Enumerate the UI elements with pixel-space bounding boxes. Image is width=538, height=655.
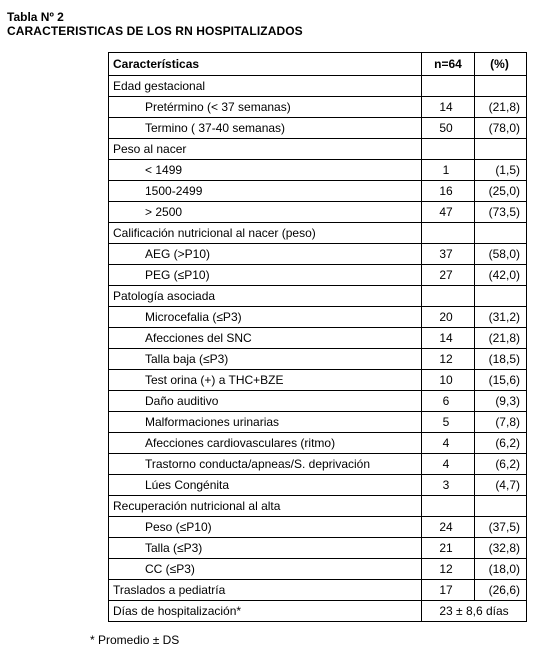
row-count: 24 bbox=[422, 517, 475, 538]
row-label: Días de hospitalización* bbox=[109, 601, 422, 622]
row-label: < 1499 bbox=[109, 160, 422, 181]
row-percent: (9,3) bbox=[475, 391, 527, 412]
row-count: 47 bbox=[422, 202, 475, 223]
row-percent: (4,7) bbox=[475, 475, 527, 496]
row-label: > 2500 bbox=[109, 202, 422, 223]
table-row bbox=[109, 538, 527, 559]
group-label: Calificación nutricional al nacer (peso) bbox=[109, 223, 422, 244]
empty-cell bbox=[475, 496, 527, 517]
table-row bbox=[109, 181, 527, 202]
empty-cell bbox=[422, 139, 475, 160]
table-row bbox=[109, 601, 527, 622]
empty-cell bbox=[422, 286, 475, 307]
row-label: Microcefalia (≤P3) bbox=[109, 307, 422, 328]
row-label: PEG (≤P10) bbox=[109, 265, 422, 286]
row-percent: (21,8) bbox=[475, 328, 527, 349]
row-value: 23 ± 8,6 días bbox=[422, 601, 527, 622]
row-count: 17 bbox=[422, 580, 475, 601]
empty-cell bbox=[475, 223, 527, 244]
empty-cell bbox=[422, 76, 475, 97]
row-label: Peso (≤P10) bbox=[109, 517, 422, 538]
row-percent: (1,5) bbox=[475, 160, 527, 181]
table-row bbox=[109, 202, 527, 223]
row-count: 14 bbox=[422, 97, 475, 118]
table-row bbox=[109, 328, 527, 349]
group-row bbox=[109, 223, 527, 244]
table-row bbox=[109, 244, 527, 265]
table-row bbox=[109, 307, 527, 328]
group-label: Patología asociada bbox=[109, 286, 422, 307]
row-label: Trastorno conducta/apneas/S. deprivación bbox=[109, 454, 422, 475]
row-percent: (42,0) bbox=[475, 265, 527, 286]
row-count: 27 bbox=[422, 265, 475, 286]
row-count: 21 bbox=[422, 538, 475, 559]
row-percent: (15,6) bbox=[475, 370, 527, 391]
table-row bbox=[109, 370, 527, 391]
row-label: Talla (≤P3) bbox=[109, 538, 422, 559]
row-label: CC (≤P3) bbox=[109, 559, 422, 580]
table-row bbox=[109, 412, 527, 433]
table-row bbox=[109, 559, 527, 580]
row-percent: (78,0) bbox=[475, 118, 527, 139]
group-row bbox=[109, 286, 527, 307]
table-row bbox=[109, 580, 527, 601]
row-label: Test orina (+) a THC+BZE bbox=[109, 370, 422, 391]
row-count: 16 bbox=[422, 181, 475, 202]
row-percent: (18,5) bbox=[475, 349, 527, 370]
header-percent: (%) bbox=[475, 53, 527, 76]
table-row bbox=[109, 433, 527, 454]
group-label: Recuperación nutricional al alta bbox=[109, 496, 422, 517]
table-row bbox=[109, 391, 527, 412]
row-label: Malformaciones urinarias bbox=[109, 412, 422, 433]
row-count: 3 bbox=[422, 475, 475, 496]
row-count: 6 bbox=[422, 391, 475, 412]
header-characteristics: Características bbox=[109, 53, 422, 76]
group-row bbox=[109, 139, 527, 160]
empty-cell bbox=[475, 76, 527, 97]
empty-cell bbox=[475, 286, 527, 307]
row-count: 20 bbox=[422, 307, 475, 328]
row-label: Pretérmino (< 37 semanas) bbox=[109, 97, 422, 118]
row-label: Traslados a pediatría bbox=[109, 580, 422, 601]
table-row bbox=[109, 97, 527, 118]
row-label: Afecciones del SNC bbox=[109, 328, 422, 349]
group-row bbox=[109, 76, 527, 97]
row-count: 4 bbox=[422, 433, 475, 454]
table-row bbox=[109, 118, 527, 139]
table-row bbox=[109, 454, 527, 475]
row-label: Afecciones cardiovasculares (ritmo) bbox=[109, 433, 422, 454]
row-percent: (37,5) bbox=[475, 517, 527, 538]
row-count: 50 bbox=[422, 118, 475, 139]
characteristics-table bbox=[108, 52, 527, 622]
row-count: 4 bbox=[422, 454, 475, 475]
table-row bbox=[109, 265, 527, 286]
row-percent: (18,0) bbox=[475, 559, 527, 580]
row-percent: (25,0) bbox=[475, 181, 527, 202]
group-label: Peso al nacer bbox=[109, 139, 422, 160]
table-row bbox=[109, 349, 527, 370]
row-percent: (26,6) bbox=[475, 580, 527, 601]
row-count: 5 bbox=[422, 412, 475, 433]
row-label: 1500-2499 bbox=[109, 181, 422, 202]
table-title: CARACTERISTICAS DE LOS RN HOSPITALIZADOS bbox=[7, 24, 303, 38]
empty-cell bbox=[422, 496, 475, 517]
row-percent: (73,5) bbox=[475, 202, 527, 223]
header-n: n=64 bbox=[422, 53, 475, 76]
group-row bbox=[109, 496, 527, 517]
row-label: Daño auditivo bbox=[109, 391, 422, 412]
row-percent: (31,2) bbox=[475, 307, 527, 328]
table-header-row bbox=[109, 53, 527, 76]
group-label: Edad gestacional bbox=[109, 76, 422, 97]
row-count: 14 bbox=[422, 328, 475, 349]
table-row bbox=[109, 517, 527, 538]
row-count: 37 bbox=[422, 244, 475, 265]
row-percent: (7,8) bbox=[475, 412, 527, 433]
row-count: 12 bbox=[422, 559, 475, 580]
row-count: 10 bbox=[422, 370, 475, 391]
row-percent: (6,2) bbox=[475, 454, 527, 475]
row-percent: (58,0) bbox=[475, 244, 527, 265]
row-label: Lúes Congénita bbox=[109, 475, 422, 496]
row-percent: (6,2) bbox=[475, 433, 527, 454]
row-label: AEG (>P10) bbox=[109, 244, 422, 265]
table-row bbox=[109, 475, 527, 496]
row-percent: (32,8) bbox=[475, 538, 527, 559]
table-number: Tabla Nº 2 bbox=[7, 10, 64, 24]
empty-cell bbox=[422, 223, 475, 244]
row-label: Talla baja (≤P3) bbox=[109, 349, 422, 370]
row-label: Termino ( 37-40 semanas) bbox=[109, 118, 422, 139]
row-count: 12 bbox=[422, 349, 475, 370]
footnote: * Promedio ± DS bbox=[90, 633, 180, 647]
empty-cell bbox=[475, 139, 527, 160]
row-percent: (21,8) bbox=[475, 97, 527, 118]
row-count: 1 bbox=[422, 160, 475, 181]
table-row bbox=[109, 160, 527, 181]
